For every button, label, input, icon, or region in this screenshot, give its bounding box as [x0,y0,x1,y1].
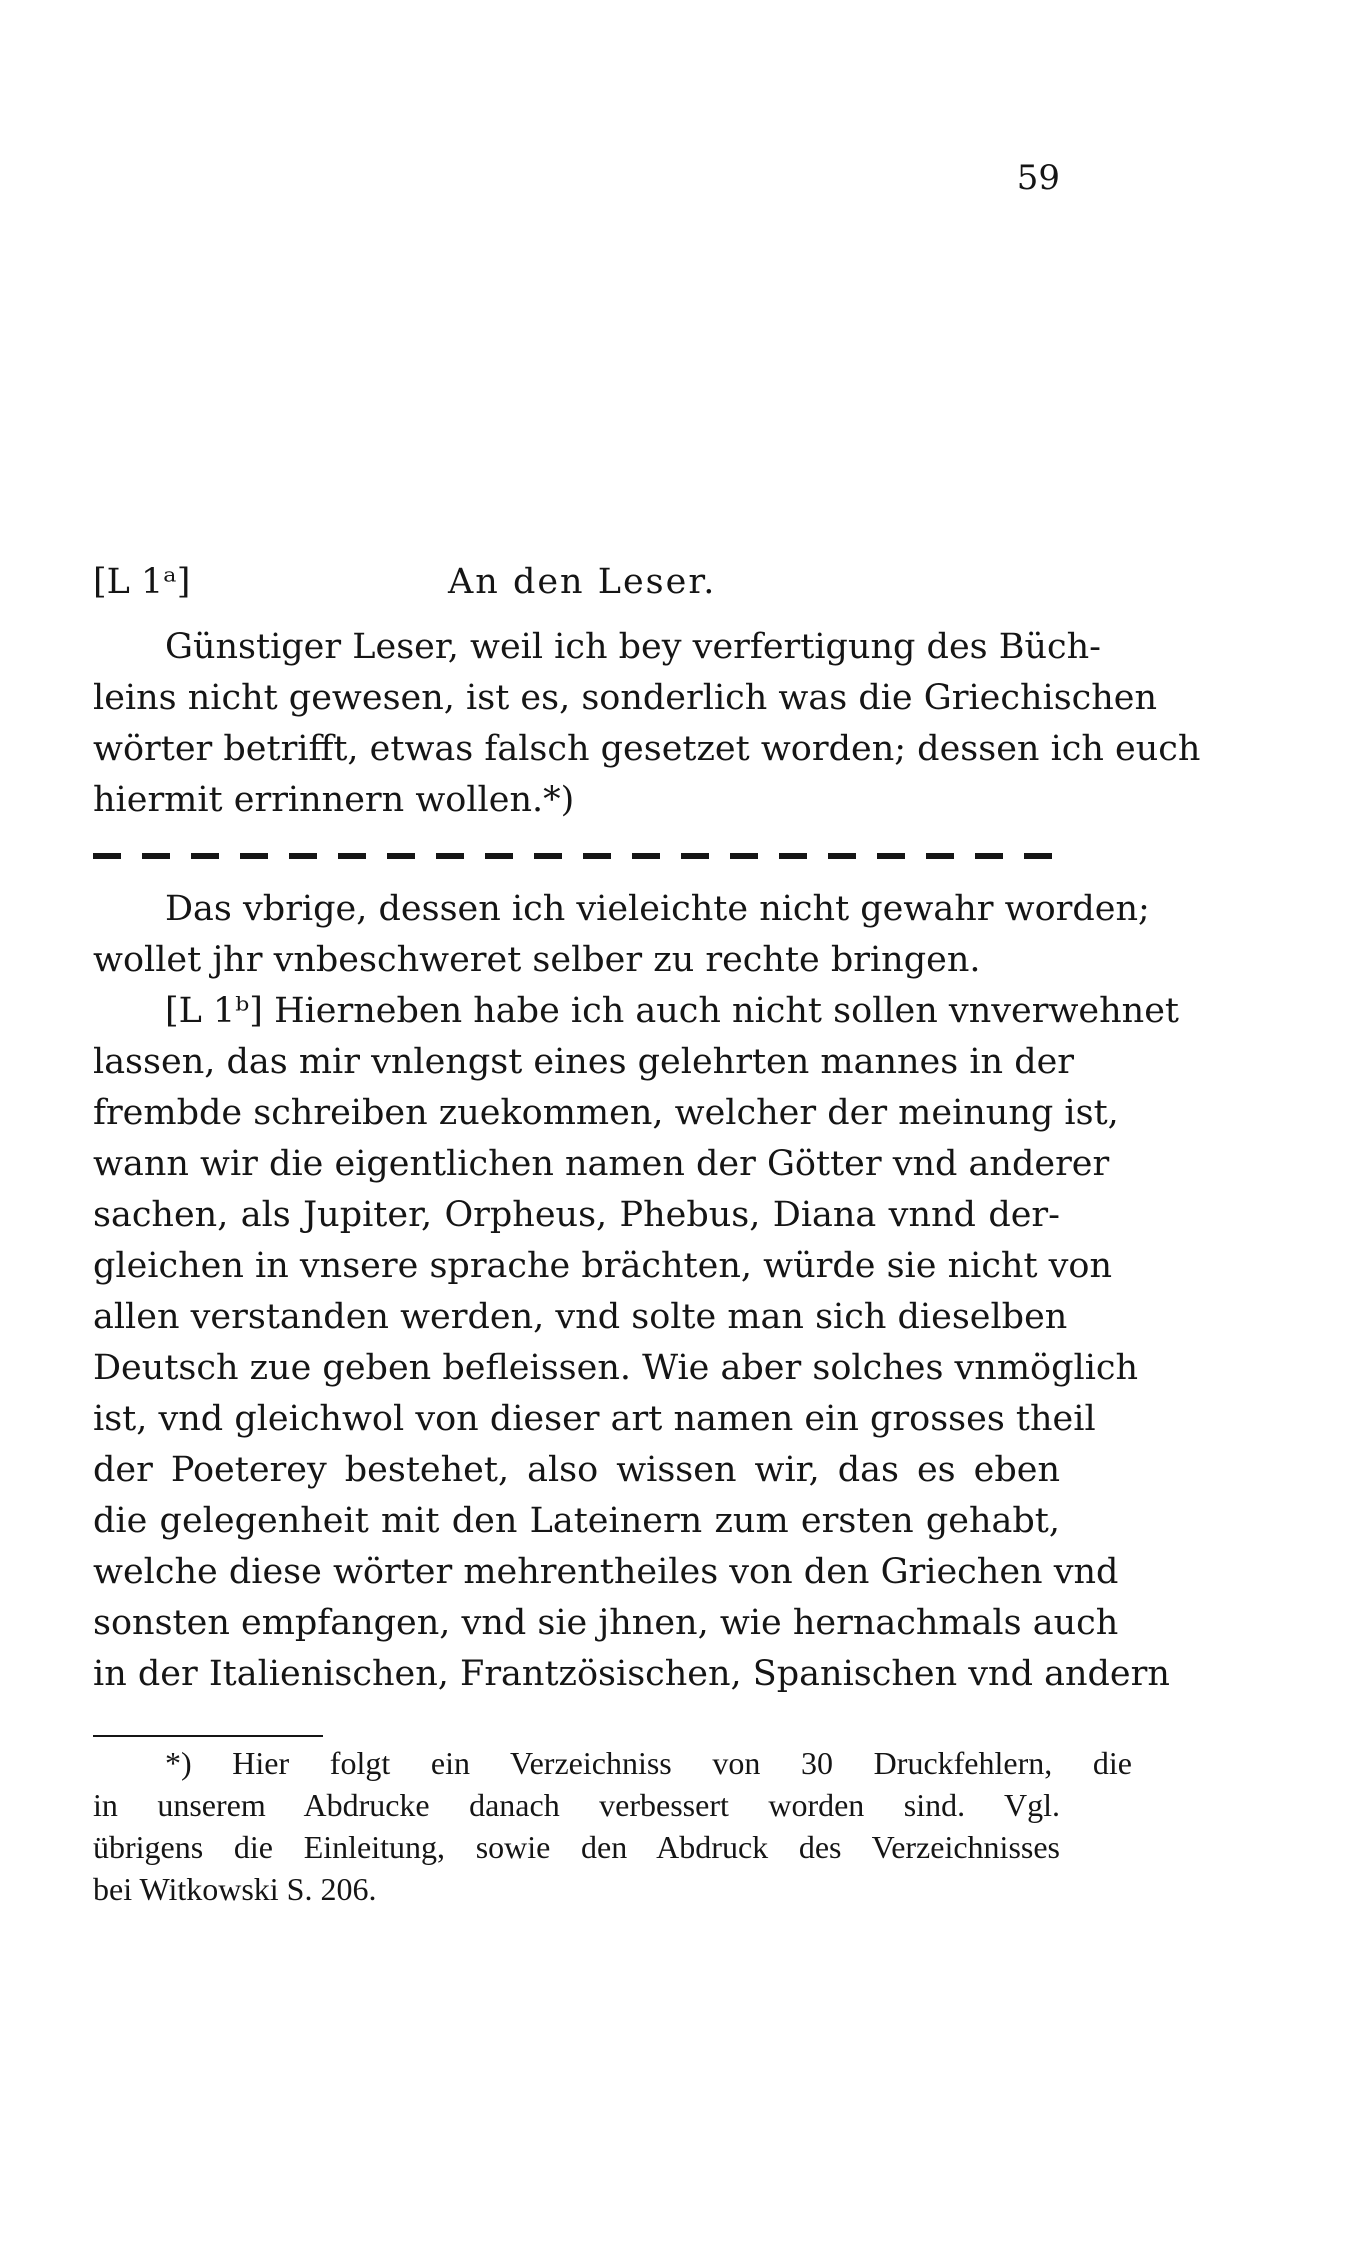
body-line: gleichen in vnsere sprache brächten, würde sie nicht von [93,1246,1113,1286]
body-line: der Poeterey bestehet, also wissen wir, das es eben [93,1450,1060,1490]
body-line: [L 1ᵇ] Hierneben habe ich auch nicht sollen vnverwehnet [165,991,1179,1031]
body-line: Günstiger Leser, weil ich bey verfertigung des Büch- [165,627,1101,667]
footnote-line: in unserem Abdrucke danach verbessert worden sind. Vgl. [93,1787,1060,1823]
body-line: welche diese wörter mehrentheiles von den Griechen vnd [93,1552,1119,1592]
page-number: 59 [1016,158,1060,198]
body-line: lassen, das mir vnlengst eines gelehrten mannes in der [93,1042,1075,1082]
body-line: sonsten empfangen, vnd sie jhnen, wie hernachmals auch [93,1603,1119,1643]
body-line: hiermit errinnern wollen.*) [93,780,575,820]
signature-mark: [L 1ᵃ] [93,562,191,602]
body-line: leins nicht gewesen, ist es, sonderlich was die Griechischen [93,678,1158,718]
footnote-line: übrigens die Einleitung, sowie den Abdruck des Verzeichnisses [93,1829,1060,1865]
body-line: sachen, als Jupiter, Orpheus, Phebus, Diana vnnd der- [93,1195,1060,1235]
body-line: frembde schreiben zuekommen, welcher der meinung ist, [93,1093,1119,1133]
body-line: ist, vnd gleichwol von dieser art namen ein grosses theil [93,1399,1096,1439]
footnote-line: bei Witkowski S. 206. [93,1871,377,1907]
body-line: wann wir die eigentlichen namen der Götter vnd anderer [93,1144,1110,1184]
footnote-rule [93,1735,323,1737]
dash-divider [93,853,1060,859]
body-line: allen verstanden werden, vnd solte man sich dieselben [93,1297,1068,1337]
body-line: Das vbrige, dessen ich vieleichte nicht gewahr worden; [165,889,1150,929]
body-line: wollet jhr vnbeschweret selber zu rechte bringen. [93,940,981,980]
body-line: wörter betrifft, etwas falsch gesetzet worden; dessen ich euch [93,729,1201,769]
section-title: An den Leser. [448,562,717,602]
body-line: die gelegenheit mit den Lateinern zum ersten gehabt, [93,1501,1060,1541]
body-line: Deutsch zue geben befleissen. Wie aber solches vnmöglich [93,1348,1139,1388]
body-line: in der Italienischen, Frantzösischen, Spanischen vnd andern [93,1654,1170,1694]
footnote-line: *) Hier folgt ein Verzeichniss von 30 Druckfehlern, die [165,1745,1132,1781]
